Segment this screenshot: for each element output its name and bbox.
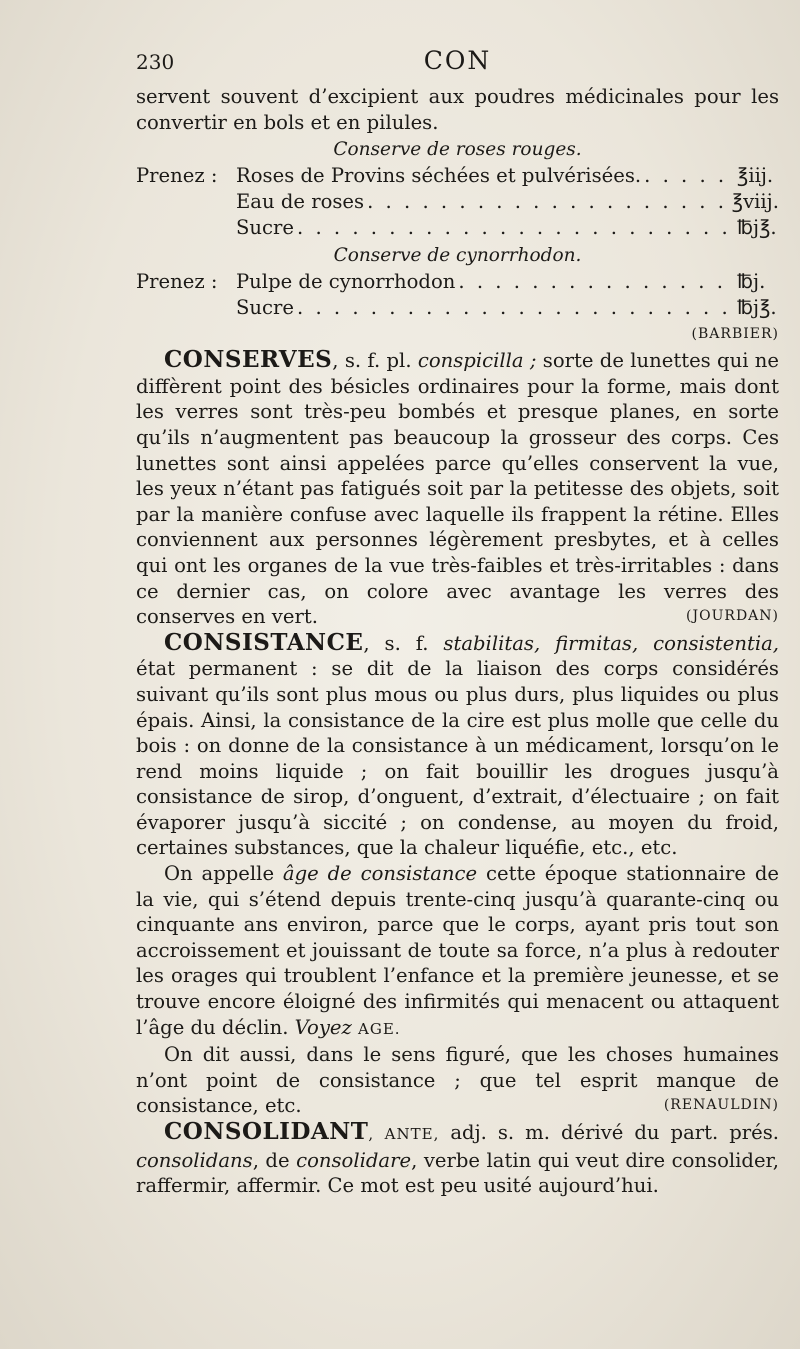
leader-dots <box>367 189 729 215</box>
leader-dots <box>297 215 734 241</box>
page-number: 230 <box>136 50 175 74</box>
grammar-note: , s. f. pl. <box>332 349 412 373</box>
section-header: CON <box>423 46 492 75</box>
paragraph-text: On appelle <box>164 862 275 886</box>
recipe-lead: Prenez : <box>136 270 218 294</box>
recipe-line <box>136 215 779 241</box>
grammar-note: adj. s. m. dérivé du part. prés. <box>450 1121 779 1144</box>
cross-reference: AGE. <box>358 1019 401 1038</box>
recipe-line <box>136 163 779 189</box>
recipe-quantity: ℥viij. <box>731 190 779 214</box>
recipe-quantity: ℥iij. <box>737 164 774 188</box>
entry-consistance <box>136 630 779 861</box>
recipe-ingredient: Eau de roses <box>236 190 365 214</box>
grammar-note: , s. f. <box>363 631 429 655</box>
leader-dots <box>458 269 734 295</box>
recipe-ingredient: Pulpe de cynorrhodon <box>236 270 456 294</box>
latin-term: consolidare <box>296 1148 412 1172</box>
paragraph-text: cette époque stationnaire de la vie, qui s’étend depuis trente-cinq jusqu’à quarante-cinq ou cinquante ans environ, parce que le corps, ayant pris tout son accroissement et jouissant de toute sa force, n’a plus à redouter les orages qui troublent l’enfance et la première jeunesse, et se trouve encore éloigné des infirmités qui menacent ou attaquent l’âge du déclin. <box>136 862 780 1039</box>
recipe-lead: Prenez : <box>136 164 218 188</box>
connector-text: , de <box>252 1148 290 1172</box>
leader-dots <box>644 163 734 189</box>
latin-term: consolidans <box>136 1148 253 1172</box>
recipe-ingredient: Roses de Provins séchées et pulvérisées. <box>236 164 642 188</box>
latin-term: stabilitas, firmitas, consistentia, <box>443 631 780 655</box>
recipe-title: Conserve de cynorrhodon. <box>333 245 582 267</box>
recipe-ingredient: Sucre <box>236 296 294 320</box>
latin-term: conspicilla ; <box>417 349 537 373</box>
running-head <box>136 44 779 84</box>
recipe-line <box>136 189 779 215</box>
entry-consolidant <box>136 1119 779 1199</box>
italic-term: âge de consistance <box>282 862 478 886</box>
see-also-label: Voyez <box>294 1015 352 1039</box>
author-attribution: (BARBIER) <box>691 326 779 343</box>
recipe-roses <box>136 137 779 241</box>
definition-text: sorte de lunettes qui ne diffèrent point des bésicles ordinaires pour la forme, mais dont les verres sont très-peu bombés et presque planes, en sorte qu’ils n’augmentent pas beaucoup la grosseur des corps. Ces lunettes sont ainsi appelées parce qu’elles conservent la vue, les yeux n’étant pas fatigués soit par la petitesse des objets, soit par la manière confuse avec laquelle ils frappent la rétine. Elles conviennent aux personnes légèrement presbytes, et à celles qui ont les organes de la vue très-faibles et très-irritables : dans ce dernier cas, on colore avec avantage les verres des conserves en vert. <box>136 349 779 629</box>
leader-dots <box>297 295 734 321</box>
gender-suffix: , ANTE, <box>368 1125 440 1143</box>
paragraph-sens-figure <box>136 1042 779 1119</box>
text-column <box>136 44 779 1199</box>
paragraph-text: On dit aussi, dans le sens figuré, que les choses humaines n’ont point de consistance ; que tel esprit manque de consistance, etc. <box>136 1043 779 1118</box>
headword: CONSISTANCE <box>164 628 364 656</box>
recipe-quantity: ℔j. <box>737 270 766 294</box>
headword: CONSERVES <box>164 346 333 374</box>
author-attribution: (RENAULDIN) <box>663 1097 779 1114</box>
headword: CONSOLIDANT <box>164 1118 369 1145</box>
recipe-quantity: ℔j℥. <box>737 296 777 320</box>
continuation-paragraph: servent souvent d’excipient aux poudres médicinales pour les convertir en bols et en pilules. <box>136 85 779 134</box>
paragraph-age-de-consistance <box>136 861 779 1042</box>
recipe-cynorrhodon <box>136 243 779 347</box>
entry-conserves <box>136 347 779 630</box>
recipe-quantity: ℔j℥. <box>737 216 777 240</box>
definition-text: , verbe latin qui veut dire consolider, raffermir, affermir. Ce mot est peu usité aujourd’hui. <box>136 1148 779 1198</box>
recipe-ingredient: Sucre <box>236 216 294 240</box>
recipe-line <box>136 269 779 295</box>
author-attribution: (JOURDAN) <box>686 608 779 625</box>
recipe-line <box>136 295 779 321</box>
definition-text: état permanent : se dit de la liaison des corps considérés suivant qu’ils sont plus mous ou plus durs, plus liquides ou plus épais. Ainsi, la consistance de la cire est plus molle que celle du bois : on donne de la consistance à un médicament, lorsqu’on le rend moins liquide ; on fait bouillir les drogues jusqu’à consistance de sirop, d’onguent, d’extrait, d’électuaire ; on fait évaporer jusqu’à siccité ; on condense, au moyen du froid, certaines substances, que la chaleur liquéfie, etc., etc. <box>136 657 779 860</box>
recipe-title: Conserve de roses rouges. <box>333 139 582 161</box>
